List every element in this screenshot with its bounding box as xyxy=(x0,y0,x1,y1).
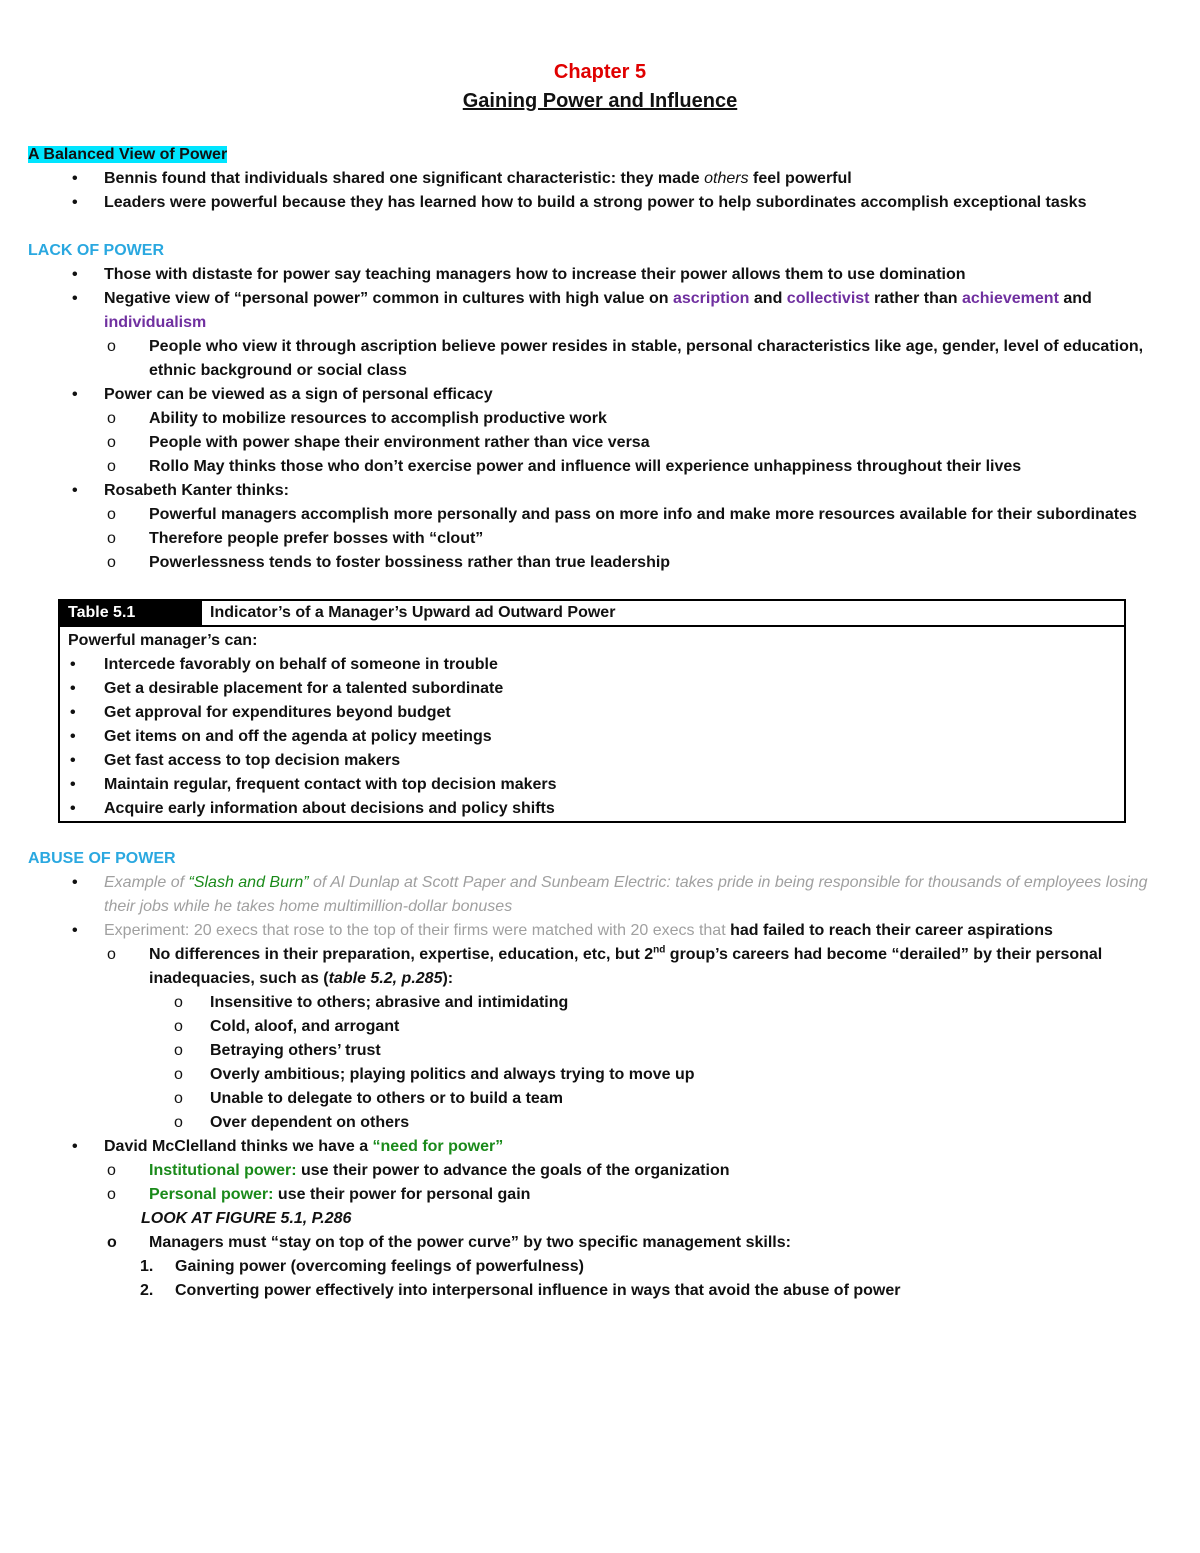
table-header xyxy=(60,601,1124,627)
list-item: o Rollo May thinks those who don’t exercise power and influence will experience unhappiness throughout their lives xyxy=(107,458,1022,475)
list-item: o People with power shape their environment rather than vice versa xyxy=(107,434,650,451)
list-item: • Those with distaste for power say teaching managers how to increase their power allows them to use domination xyxy=(72,266,966,283)
list-item: • Leaders were powerful because they has learned how to build a strong power to help subordinates accomplish exceptional tasks xyxy=(72,194,1087,211)
section3-list xyxy=(28,871,1148,1303)
list-item: • Power can be viewed as a sign of personal efficacy xyxy=(72,386,493,403)
list-item: • David McClelland thinks we have a “need for power” xyxy=(72,1138,504,1155)
section-heading-lack-of-power: LACK OF POWER xyxy=(28,242,164,259)
section-heading-abuse-of-power: ABUSE OF POWER xyxy=(28,850,176,867)
numbered-item: 1. Gaining power (overcoming feelings of powerfulness) xyxy=(140,1258,584,1275)
list-item: • Experiment: 20 execs that rose to the top of their firms were matched with 20 execs that had failed to reach their career aspirations xyxy=(72,922,1053,939)
list-item: • Example of “Slash and Burn” of Al Dunlap at Scott Paper and Sunbeam Electric: takes pride in being responsible for thousands of employees losing their jobs while he takes home multimillion-dollar bonuses xyxy=(72,874,1148,915)
section1-list xyxy=(28,167,1148,215)
chapter-heading: Chapter 5 xyxy=(553,61,647,83)
list-item: • Negative view of “personal power” common in cultures with high value on ascription and collectivist rather than achievement and individualism xyxy=(72,290,1092,331)
table-list-item: • Get fast access to top decision makers xyxy=(70,752,401,769)
list-item: o Overly ambitious; playing politics and always trying to move up xyxy=(174,1066,695,1083)
list-item: o Managers must “stay on top of the power curve” by two specific management skills: xyxy=(107,1234,791,1251)
table-list-item: • Get items on and off the agenda at policy meetings xyxy=(70,728,492,745)
table-number: Table 5.1 xyxy=(60,601,202,625)
table-list-item: • Intercede favorably on behalf of someone in trouble xyxy=(70,656,498,673)
list-item: o Powerlessness tends to foster bossiness rather than true leadership xyxy=(107,554,671,571)
list-item: o Therefore people prefer bosses with “clout” xyxy=(107,530,484,547)
list-item: o Over dependent on others xyxy=(174,1114,410,1131)
list-item: o Unable to delegate to others or to build a team xyxy=(174,1090,563,1107)
title-block xyxy=(0,58,1200,116)
figure-note: LOOK AT FIGURE 5.1, P.286 xyxy=(141,1210,352,1227)
section-heading-balanced-view: A Balanced View of Power xyxy=(28,146,228,163)
table-list-item: • Get a desirable placement for a talented subordinate xyxy=(70,680,504,697)
numbered-item: 2. Converting power effectively into interpersonal influence in ways that avoid the abuse of power xyxy=(140,1282,901,1299)
section2-list xyxy=(28,263,1148,575)
table-title: Indicator’s of a Manager’s Upward ad Outward Power xyxy=(210,604,616,621)
table-list-item: • Acquire early information about decisions and policy shifts xyxy=(70,800,555,817)
table-intro: Powerful manager’s can: xyxy=(68,632,258,649)
list-item: o Insensitive to others; abrasive and intimidating xyxy=(174,994,569,1011)
table-list-item: • Maintain regular, frequent contact with top decision makers xyxy=(70,776,557,793)
list-item: • Rosabeth Kanter thinks: xyxy=(72,482,289,499)
table-list xyxy=(60,653,1124,821)
list-item: o People who view it through ascription believe power resides in stable, personal characteristics like age, gender, level of education, ethnic background or social class xyxy=(107,338,1144,379)
list-item: o Ability to mobilize resources to accomplish productive work xyxy=(107,410,607,427)
list-item: o Personal power: use their power for personal gain xyxy=(107,1186,531,1203)
document-body xyxy=(28,143,1148,1303)
list-item: • Bennis found that individuals shared one significant characteristic: they made others feel powerful xyxy=(72,170,852,187)
table-body xyxy=(60,627,1124,821)
list-item: o Cold, aloof, and arrogant xyxy=(174,1018,400,1035)
table-list-item: • Get approval for expenditures beyond budget xyxy=(70,704,451,721)
list-item: o Betraying others’ trust xyxy=(174,1042,381,1059)
document-title: Gaining Power and Influence xyxy=(462,90,738,112)
list-item: o Powerful managers accomplish more personally and pass on more info and make more resources available for their subordinates xyxy=(107,506,1137,523)
table-5-1 xyxy=(58,599,1126,823)
list-item: o Institutional power: use their power to advance the goals of the organization xyxy=(107,1162,730,1179)
list-item: o No differences in their preparation, expertise, education, etc, but 2nd group’s careers had become “derailed” by their personal inadequacies, such as (table 5.2, p.285): xyxy=(107,944,1103,987)
